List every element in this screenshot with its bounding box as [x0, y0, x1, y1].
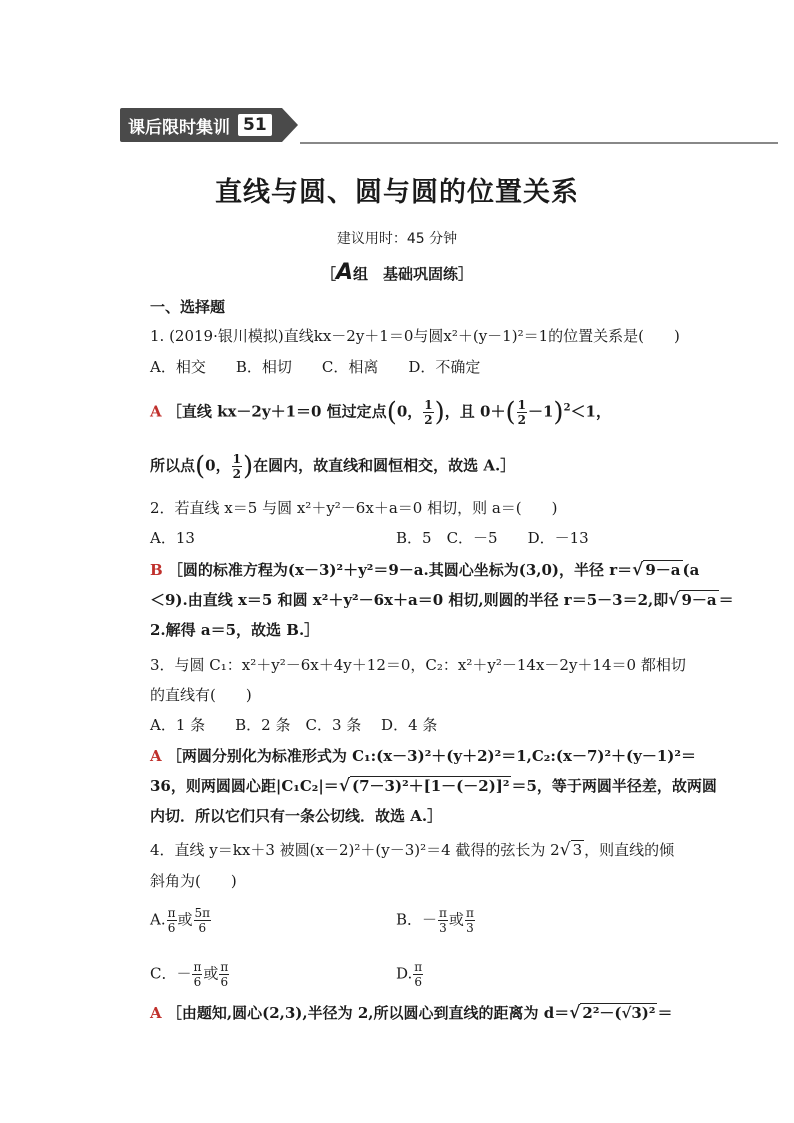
tag-label: 课后限时集训 — [128, 117, 230, 138]
q2-sqrt: 9－a — [681, 591, 717, 609]
group-bracket-open: ［ — [320, 265, 336, 283]
q1-squared: 2 — [563, 402, 571, 414]
q2-answer: B — [150, 561, 163, 579]
q1-half-fraction — [423, 398, 433, 427]
q4-stem-line2: 斜角为( ) — [150, 872, 237, 890]
or-text: 或 — [203, 964, 219, 983]
frac-num: π — [167, 906, 176, 920]
frac-num: π — [439, 906, 447, 920]
q4-stem-text: 4．直线 y＝kx＋3 被圆(x－2)²＋(y－3)²＝4 截得的弦长为 2 — [150, 841, 560, 859]
q4-option-b — [396, 906, 476, 935]
suggested-time: 建议用时：45 分钟 — [336, 231, 458, 247]
group-bracket-close: ］ — [458, 265, 474, 283]
q4-option-d — [396, 960, 424, 989]
q1-sol-text: 在圆内，故直线和圆恒相交，故选 A.］ — [253, 456, 516, 475]
frac-den: 6 — [414, 975, 423, 989]
q4-sol-text: ＝ — [657, 1004, 673, 1022]
tag-box — [120, 108, 282, 142]
frac-den: 6 — [220, 975, 229, 989]
q1-answer: A — [150, 402, 162, 421]
q4-solution-line1: A ［由题知,圆心(2,3),半径为 2,所以圆心到直线的距离为 d＝√ 2²－(√3)² ＝ — [150, 1003, 673, 1023]
q2-options-bcd: B．5 C．－5 D．－13 — [396, 529, 589, 547]
q3-stem-line2: 的直线有( ) — [150, 686, 252, 704]
page-title: 直线与圆、圆与圆的位置关系 — [215, 177, 579, 208]
q4-sol-text: ［由题知,圆心(2,3),半径为 2,所以圆心到直线的距离为 d＝ — [166, 1004, 570, 1022]
q4-sqrt: 2²－(√3)² — [582, 1004, 656, 1022]
q4-stem-line1: 4．直线 y＝kx＋3 被圆(x－2)²＋(y－3)²＝4 截得的弦长为 2√ 3 ，则直线的倾 — [150, 840, 675, 860]
frac-num: π — [414, 960, 423, 974]
q4-answer: A — [150, 1004, 162, 1022]
q1-sol-text: ＜1， — [570, 402, 611, 421]
option-label: D. — [396, 964, 413, 983]
frac-num: 1 — [517, 398, 526, 412]
q3-solution-line2: 36，则两圆圆心距|C₁C₂|＝√ (7－3)²＋[1－(－2)]² ＝5，等于两圆半径差，故两圆 — [150, 776, 717, 796]
frac-den: 2 — [232, 467, 241, 481]
frac-den: 3 — [466, 921, 474, 935]
q4-stem-text: ，则直线的倾 — [584, 841, 675, 859]
frac-num: 1 — [424, 398, 433, 412]
q3-sol-text: 36，则两圆圆心距|C₁C₂|＝ — [150, 777, 339, 795]
header-tag — [120, 108, 282, 142]
q1-sol-text: ，且 0＋ — [444, 402, 506, 421]
frac-den: 6 — [193, 975, 202, 989]
fraction — [192, 960, 202, 989]
q2-solution-line2: ＜9).由直线 x＝5 和圆 x²＋y²－6x＋a＝0 相切,则圆的半径 r＝5－3＝2,即√ 9－a ＝ — [150, 590, 734, 610]
or-text: 或 — [177, 910, 193, 929]
option-label: B．－ — [396, 910, 438, 929]
fraction — [167, 906, 177, 935]
q2-solution-line3: 2.解得 a＝5，故选 B.］ — [150, 621, 320, 639]
section-heading: 一、选择题 — [150, 298, 226, 316]
q2-sqrt: 9－a — [645, 561, 681, 579]
option-label: A. — [150, 910, 166, 929]
frac-num: π — [465, 906, 474, 920]
q1-sol-text: 所以点 — [150, 456, 196, 475]
q3-stem-line1: 3．与圆 C₁：x²＋y²－6x＋4y＋12＝0，C₂：x²＋y²－14x－2y＋14＝0 都相切 — [150, 656, 686, 674]
tag-number: 51 — [238, 114, 272, 136]
group-letter: A — [335, 260, 353, 285]
group-label-text: 组 基础巩固练 — [353, 265, 459, 283]
q3-sol-text: ＝5，等于两圆半径差，故两圆 — [511, 777, 717, 795]
q2-solution-line1: B ［圆的标准方程为(x－3)²＋y²＝9－a.其圆心坐标为(3,0)，半径 r＝√ 9－a (a — [150, 560, 700, 580]
header-rule — [300, 142, 778, 144]
q3-options: A．1 条 B．2 条 C．3 条 D．4 条 — [150, 716, 438, 734]
frac-num: 1 — [232, 452, 241, 466]
frac-den: 6 — [198, 921, 207, 935]
q1-half-fraction — [232, 452, 242, 481]
q2-stem: 2．若直线 x＝5 与圆 x²＋y²－6x＋a＝0 相切，则 a＝( ) — [150, 499, 558, 517]
frac-den: 3 — [439, 921, 447, 935]
q1-sol-text: －1 — [527, 402, 554, 421]
q3-sqrt: (7－3)²＋[1－(－2)]² — [352, 777, 510, 795]
frac-num: 5π — [194, 906, 211, 920]
fraction — [219, 960, 229, 989]
frac-den: 6 — [167, 921, 176, 935]
q1-solution-line1: A ［直线 kx－2y＋1＝0 恒过定点(0， $\frac{1}{2}$ )，且 0＋( $\frac{1}{2}$ －1)$^2$＜1， — [150, 397, 611, 428]
fraction — [194, 906, 212, 935]
fraction — [465, 906, 475, 935]
fraction — [438, 906, 448, 935]
q4-option-a — [150, 906, 212, 935]
frac-den: 2 — [424, 413, 433, 427]
q1-sol-text: ［直线 kx－2y＋1＝0 恒过定点 — [166, 402, 387, 421]
q1-solution-line2: 所以点(0， $\frac{1}{2}$ )在圆内，故直线和圆恒相交，故选 A.］ — [150, 451, 516, 482]
frac-den: 2 — [517, 413, 526, 427]
q2-sol-text: ＜9).由直线 x＝5 和圆 x²＋y²－6x＋a＝0 相切,则圆的半径 r＝5－3＝2,即 — [150, 591, 669, 609]
q3-solution-line3: 内切．所以它们只有一条公切线．故选 A.］ — [150, 807, 443, 825]
q4-option-c — [150, 960, 230, 989]
q1-stem: 1. (2019·银川模拟)直线kx－2y＋1＝0与圆x²＋(y－1)²＝1的位置关系是( ) — [150, 327, 680, 345]
q2-sol-text: ［圆的标准方程为(x－3)²＋y²＝9－a.其圆心坐标为(3,0)，半径 r＝ — [167, 561, 633, 579]
frac-num: π — [193, 960, 202, 974]
q1-sol-point-x: 0， — [396, 402, 423, 421]
q2-sol-text: (a — [682, 561, 700, 579]
q1-options: A．相交 B．相切 C．相离 D．不确定 — [150, 358, 481, 376]
q2-sol-text: ＝ — [718, 591, 734, 609]
q3-sol-text: ［两圆分别化为标准形式为 C₁:(x－3)²＋(y＋2)²＝1,C₂:(x－7)²＋(y－1)²＝ — [166, 747, 696, 765]
q3-answer: A — [150, 747, 162, 765]
frac-num: π — [220, 960, 229, 974]
q1-sol-point-x: 0， — [205, 456, 231, 475]
q4-sqrt: 3 — [572, 841, 583, 859]
q3-solution-line1 — [150, 746, 696, 766]
group-label — [0, 260, 794, 285]
or-text: 或 — [448, 910, 464, 929]
q2-option-a: A．13 — [150, 529, 195, 547]
fraction — [413, 960, 423, 989]
option-label: C．－ — [150, 964, 192, 983]
q1-half-fraction — [517, 398, 527, 427]
